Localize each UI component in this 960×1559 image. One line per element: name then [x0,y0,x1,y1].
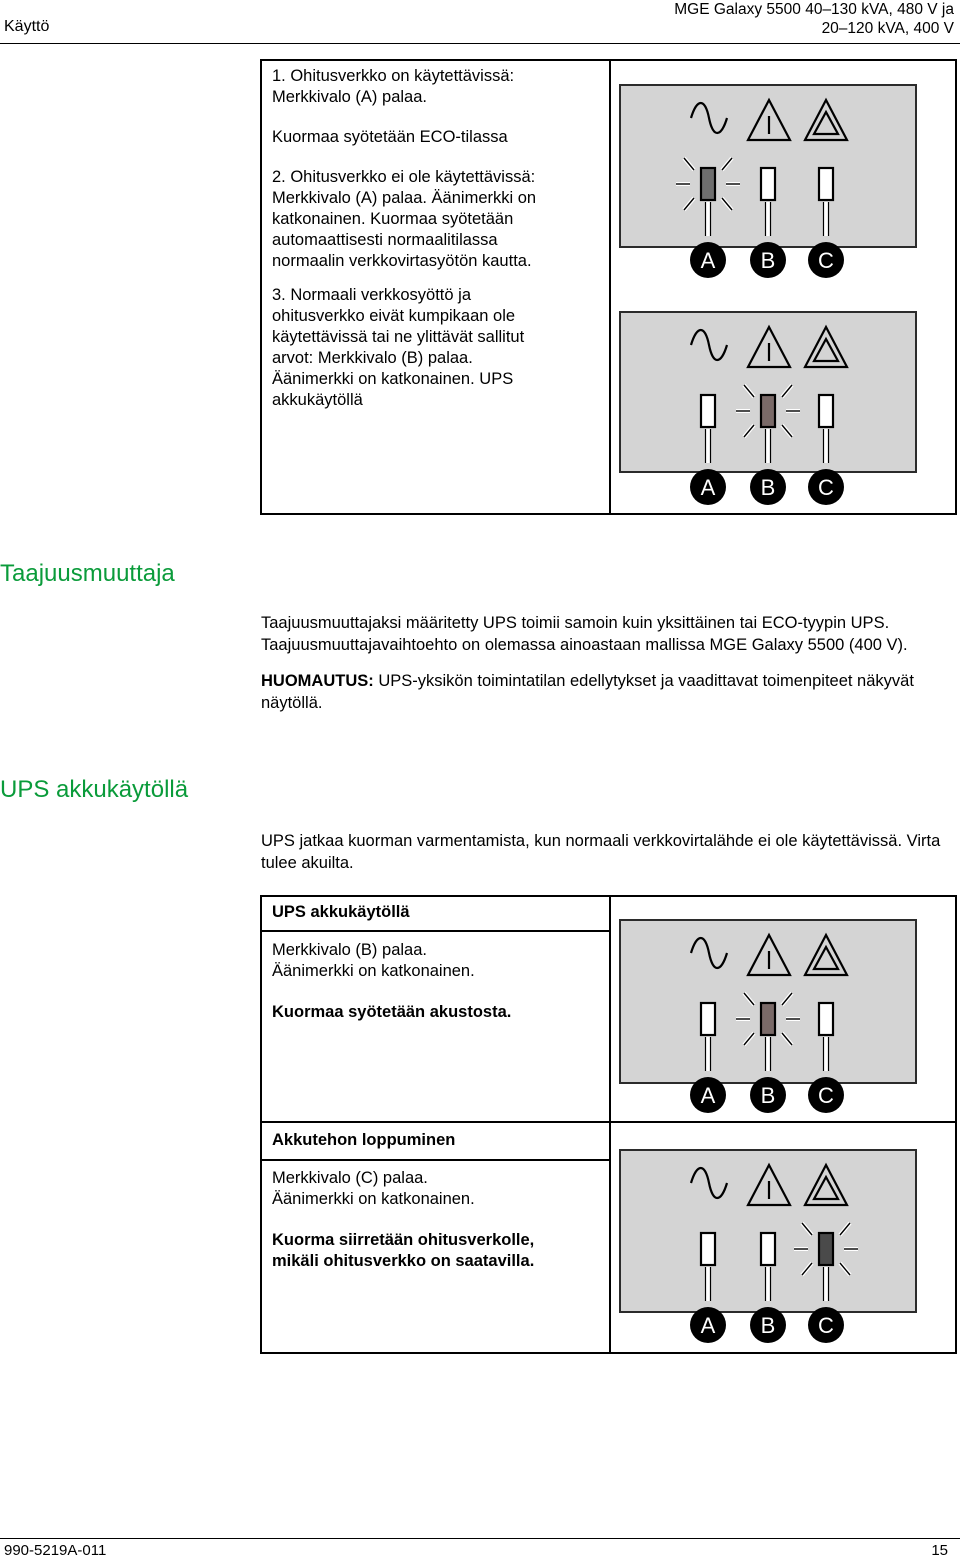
led-glow-ray-edge [744,425,754,437]
led-indicator [701,395,715,427]
ac-sine-icon [691,938,727,968]
led-glow-ray-edge [802,1263,812,1275]
led-glow-ray-edge [782,385,792,397]
row2-line1: Merkkivalo (C) palaa. [272,1169,428,1187]
item2-line2: Merkkivalo (A) palaa. Äänimerkki on [272,189,537,207]
led-label-a: A [700,1083,716,1108]
item2-line5: normaalin verkkovirtasyötön kautta. [272,252,532,270]
indicator-panel-2 [619,311,917,500]
indicator-panel-1 [619,84,917,273]
note-text: UPS-yksikön toimintatilan edellytykset ja vaadittavat toimenpiteet näkyvät näytöllä. [261,672,914,712]
led-c [808,1003,844,1113]
led-label-b: B [760,1083,776,1108]
led-indicator [761,1233,775,1265]
item2-line1: 2. Ohitusverkko ei ole käytettävissä: [272,168,536,186]
led-label-a: A [700,248,716,273]
frequency-converter-note [261,670,951,714]
row2-heading: Akkutehon loppuminen [272,1131,456,1149]
row1-heading-underline [260,930,609,932]
led-indicator [819,1003,833,1035]
row1-bold: Kuormaa syötetään akustosta. [272,1003,512,1021]
led-a [690,1233,726,1343]
led-c [808,168,844,278]
item3-line2: ohitusverkko eivät kumpikaan ole [272,307,516,325]
footer-page-number: 15 [931,1542,948,1559]
item3-line4: arvot: Merkkivalo (B) palaa. [272,349,473,367]
row2-bold-line2: mikäli ohitusverkko on saatavilla. [272,1252,535,1270]
panel-graphic [621,921,960,1146]
footer-doc-number: 990-5219A-011 [4,1542,107,1559]
led-indicator [761,395,775,427]
led-glow-ray-edge [782,1033,792,1045]
indicator-panel-4 [619,1149,917,1338]
item3-line5: Äänimerkki on katkonainen. UPS [272,370,514,388]
led-indicator [819,1233,833,1265]
header-section-name: Käyttö [4,18,50,35]
table-divider [609,897,611,1352]
led-glow-ray-edge [744,1033,754,1045]
header-product-line2: 20–120 kVA, 400 V [821,20,954,37]
led-glow-ray-edge [722,198,732,210]
row2-heading-underline [260,1159,609,1161]
table-divider [609,61,611,513]
section-title-battery-mode: UPS akkukäytöllä [0,776,189,803]
row1-heading: UPS akkukäytöllä [272,903,410,921]
led-label-b: B [760,475,776,500]
led-a [676,158,740,278]
footer-rule [0,1538,960,1539]
note-label: HUOMAUTUS: [261,672,374,690]
led-indicator [761,168,775,200]
led-glow-ray-edge [744,385,754,397]
ac-sine-icon [691,1168,727,1198]
led-a [690,395,726,505]
led-label-c: C [818,248,834,273]
led-c [794,1223,858,1343]
led-b [736,385,800,505]
item1-line2: Merkkivalo (A) palaa. [272,88,427,106]
indicator-panel-3 [619,919,917,1108]
led-glow-ray-edge [782,425,792,437]
row2-bold-line1: Kuorma siirretään ohitusverkolle, [272,1231,535,1249]
item3-line6: akkukäytöllä [272,391,363,409]
led-glow-ray-edge [802,1223,812,1235]
item1-line1: 1. Ohitusverkko on käytettävissä: [272,67,515,85]
item2-line3: katkonainen. Kuormaa syötetään [272,210,514,228]
led-a [690,1003,726,1113]
row1-text [272,940,602,1023]
led-label-b: B [760,248,776,273]
header-product-line1: MGE Galaxy 5500 40–130 kVA, 480 V ja [674,1,954,18]
led-label-a: A [700,475,716,500]
led-glow-ray-edge [722,158,732,170]
eco-table-text [272,66,602,411]
panel-graphic [621,313,960,535]
led-label-c: C [818,1083,834,1108]
item3-line1: 3. Normaali verkkosyöttö ja [272,286,471,304]
battery-mode-paragraph: UPS jatkaa kuorman varmentamista, kun normaali verkkovirtalähde ei ole käytettävissä. Virta tulee akuilta. [261,832,941,872]
led-indicator [761,1003,775,1035]
led-glow-ray-edge [840,1223,850,1235]
item1-note: Kuormaa syötetään ECO-tilassa [272,128,508,146]
led-label-a: A [700,1313,716,1338]
frequency-converter-paragraph: Taajuusmuuttajaksi määritetty UPS toimii samoin kuin yksittäinen tai ECO-tyypin UPS. Taajuusmuuttajavaihtoehto on olemassa ainoastaan mallissa MGE Galaxy 5500 (400 V). [261,614,908,654]
led-label-b: B [760,1313,776,1338]
item2-line4: automaattisesti normaalitilassa [272,231,498,249]
row2-line2: Äänimerkki on katkonainen. [272,1190,475,1208]
led-glow-ray-edge [684,158,694,170]
ac-sine-icon [691,330,727,360]
header-product [674,0,954,38]
led-b [750,168,786,278]
led-label-c: C [818,475,834,500]
section-title-frequency-converter: Taajuusmuuttaja [0,560,175,587]
header-rule [0,43,960,44]
led-c [808,395,844,505]
led-glow-ray-edge [684,198,694,210]
led-glow-ray-edge [840,1263,850,1275]
led-glow-ray-edge [782,993,792,1005]
row1-line1: Merkkivalo (B) palaa. [272,941,427,959]
led-glow-ray-edge [744,993,754,1005]
battery-mode-body [261,830,951,888]
led-b [750,1233,786,1343]
ac-sine-icon [691,103,727,133]
led-indicator [819,395,833,427]
row1-line2: Äänimerkki on katkonainen. [272,962,475,980]
led-indicator [701,168,715,200]
led-indicator [819,168,833,200]
item3-line3: käytettävissä tai ne ylittävät sallitut [272,328,525,346]
led-b [736,993,800,1113]
led-indicator [701,1003,715,1035]
panel-graphic [621,86,960,310]
row2-text [272,1168,602,1272]
panel-graphic [621,1151,960,1375]
led-indicator [701,1233,715,1265]
frequency-converter-body [261,612,951,728]
led-label-c: C [818,1313,834,1338]
